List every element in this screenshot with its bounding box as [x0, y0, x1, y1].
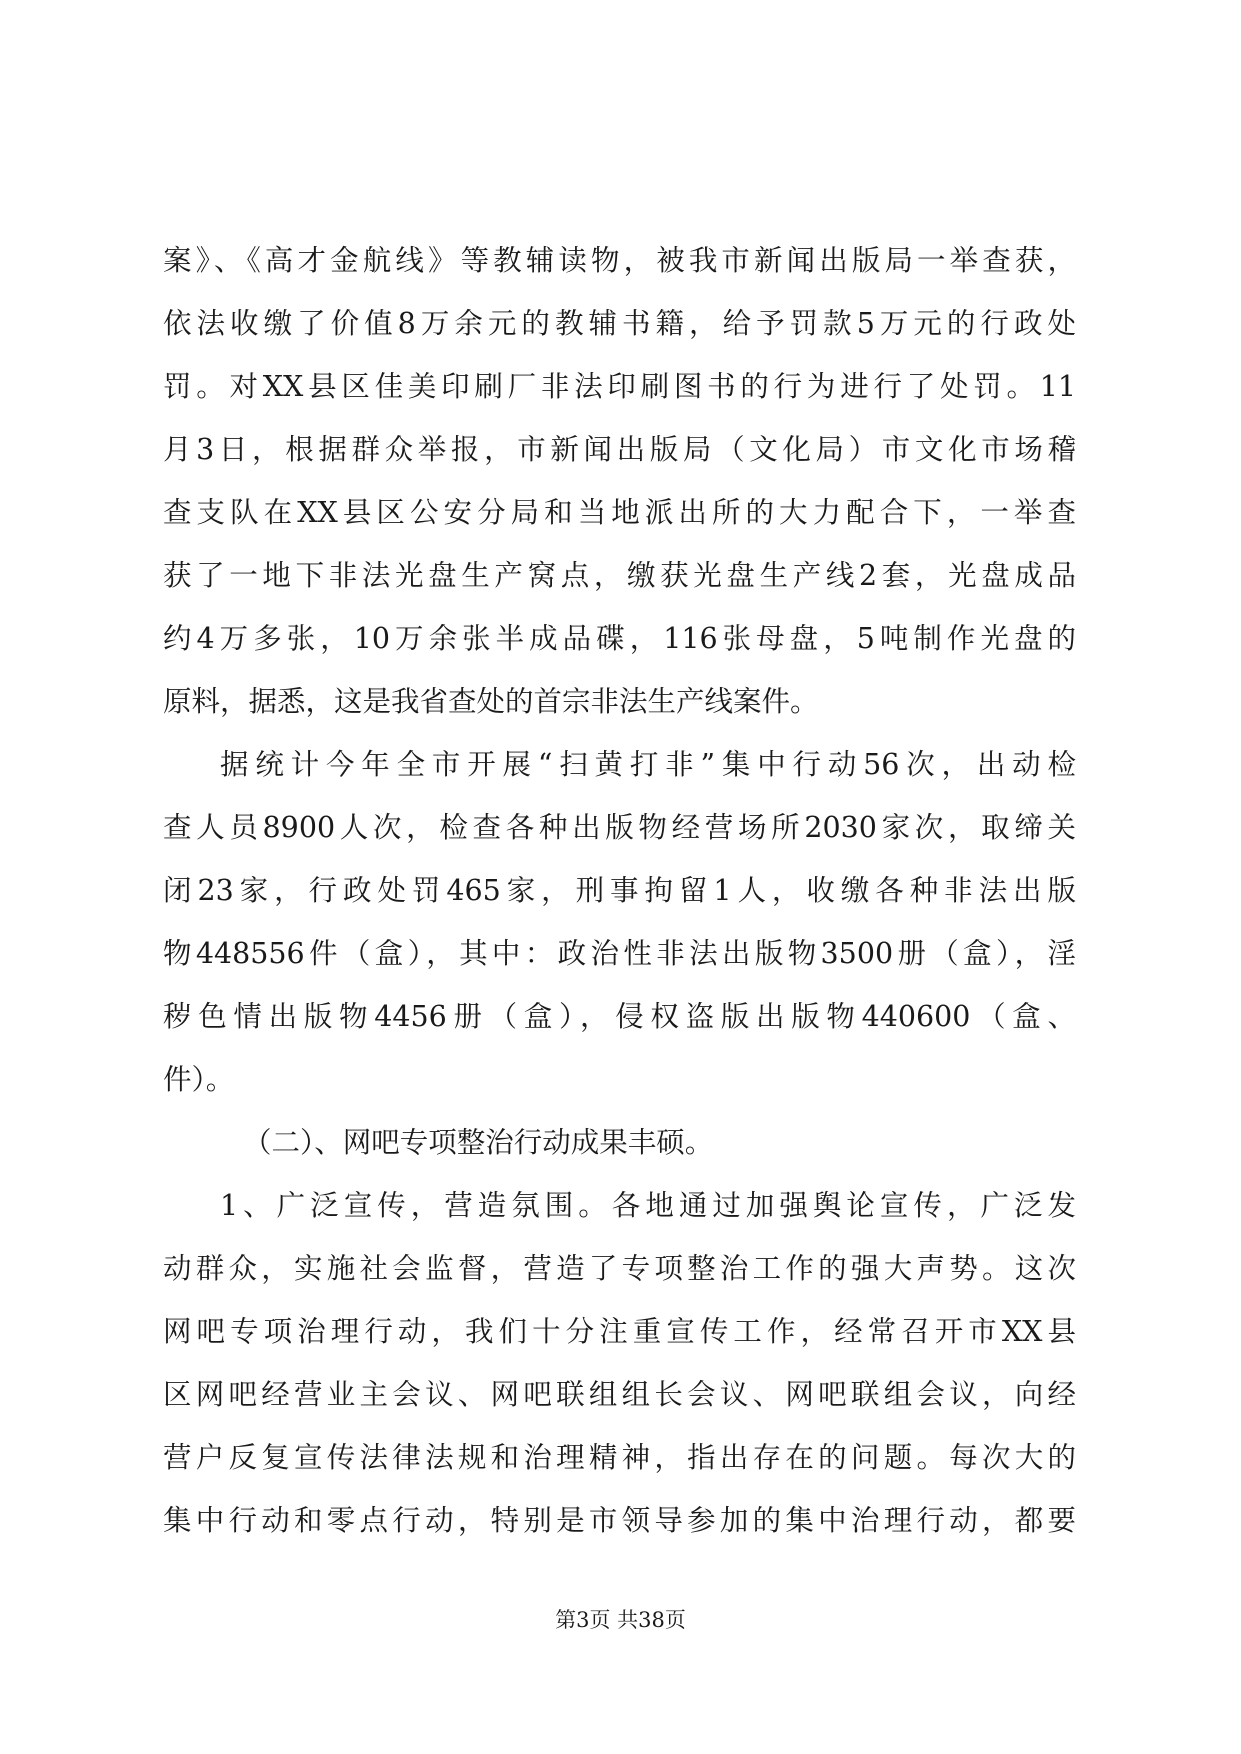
document-body	[163, 229, 1076, 1552]
section-heading: （二）、网吧专项整治行动成果丰硕。	[243, 1126, 714, 1159]
text-line: 件）。	[163, 1063, 235, 1096]
text-line: 查支队在XX县区公安分局和当地派出所的大力配合下，一举查	[163, 496, 1076, 529]
text-line: 营户反复宣传法律法规和治理精神，指出存在的问题。每次大的	[163, 1441, 1076, 1474]
text-line: 原料，据悉，这是我省查处的首宗非法生产线案件。	[163, 685, 819, 718]
text-line: 集中行动和零点行动，特别是市领导参加的集中治理行动，都要	[163, 1504, 1076, 1537]
text-line: 获了一地下非法光盘生产窝点，缴获光盘生产线2套，光盘成品	[163, 559, 1076, 592]
paragraph-first-line: 1、广泛宣传，营造氛围。各地通过加强舆论宣传，广泛发	[220, 1189, 1076, 1222]
text-line: 罚。对XX县区佳美印刷厂非法印刷图书的行为进行了处罚。11	[163, 370, 1076, 403]
text-line: 闭23家，行政处罚465家，刑事拘留1人，收缴各种非法出版	[163, 874, 1076, 907]
page-number-footer: 第3页 共38页	[555, 1608, 686, 1632]
text-line: 案》、《高才金航线》等教辅读物，被我市新闻出版局一举查获，	[163, 244, 1076, 277]
text-line: 物448556件（盒），其中：政治性非法出版物3500册（盒），淫	[163, 937, 1076, 970]
text-line: 月3日，根据群众举报，市新闻出版局（文化局）市文化市场稽	[163, 433, 1076, 466]
text-line: 网吧专项治理行动，我们十分注重宣传工作，经常召开市XX县	[163, 1315, 1076, 1348]
text-line: 区网吧经营业主会议、网吧联组组长会议、网吧联组会议，向经	[163, 1378, 1076, 1411]
text-line: 动群众，实施社会监督，营造了专项整治工作的强大声势。这次	[163, 1252, 1076, 1285]
text-line: 查人员8900人次，检查各种出版物经营场所2030家次，取缔关	[163, 811, 1076, 844]
text-line: 约4万多张，10万余张半成品碟，116张母盘，5吨制作光盘的	[163, 622, 1076, 655]
paragraph-first-line: 据统计今年全市开展“扫黄打非”集中行动56次，出动检	[220, 748, 1076, 781]
text-line: 依法收缴了价值8万余元的教辅书籍，给予罚款5万元的行政处	[163, 307, 1076, 340]
text-line: 秽色情出版物4456册（盒），侵权盗版出版物440600（盒、	[163, 1000, 1076, 1033]
